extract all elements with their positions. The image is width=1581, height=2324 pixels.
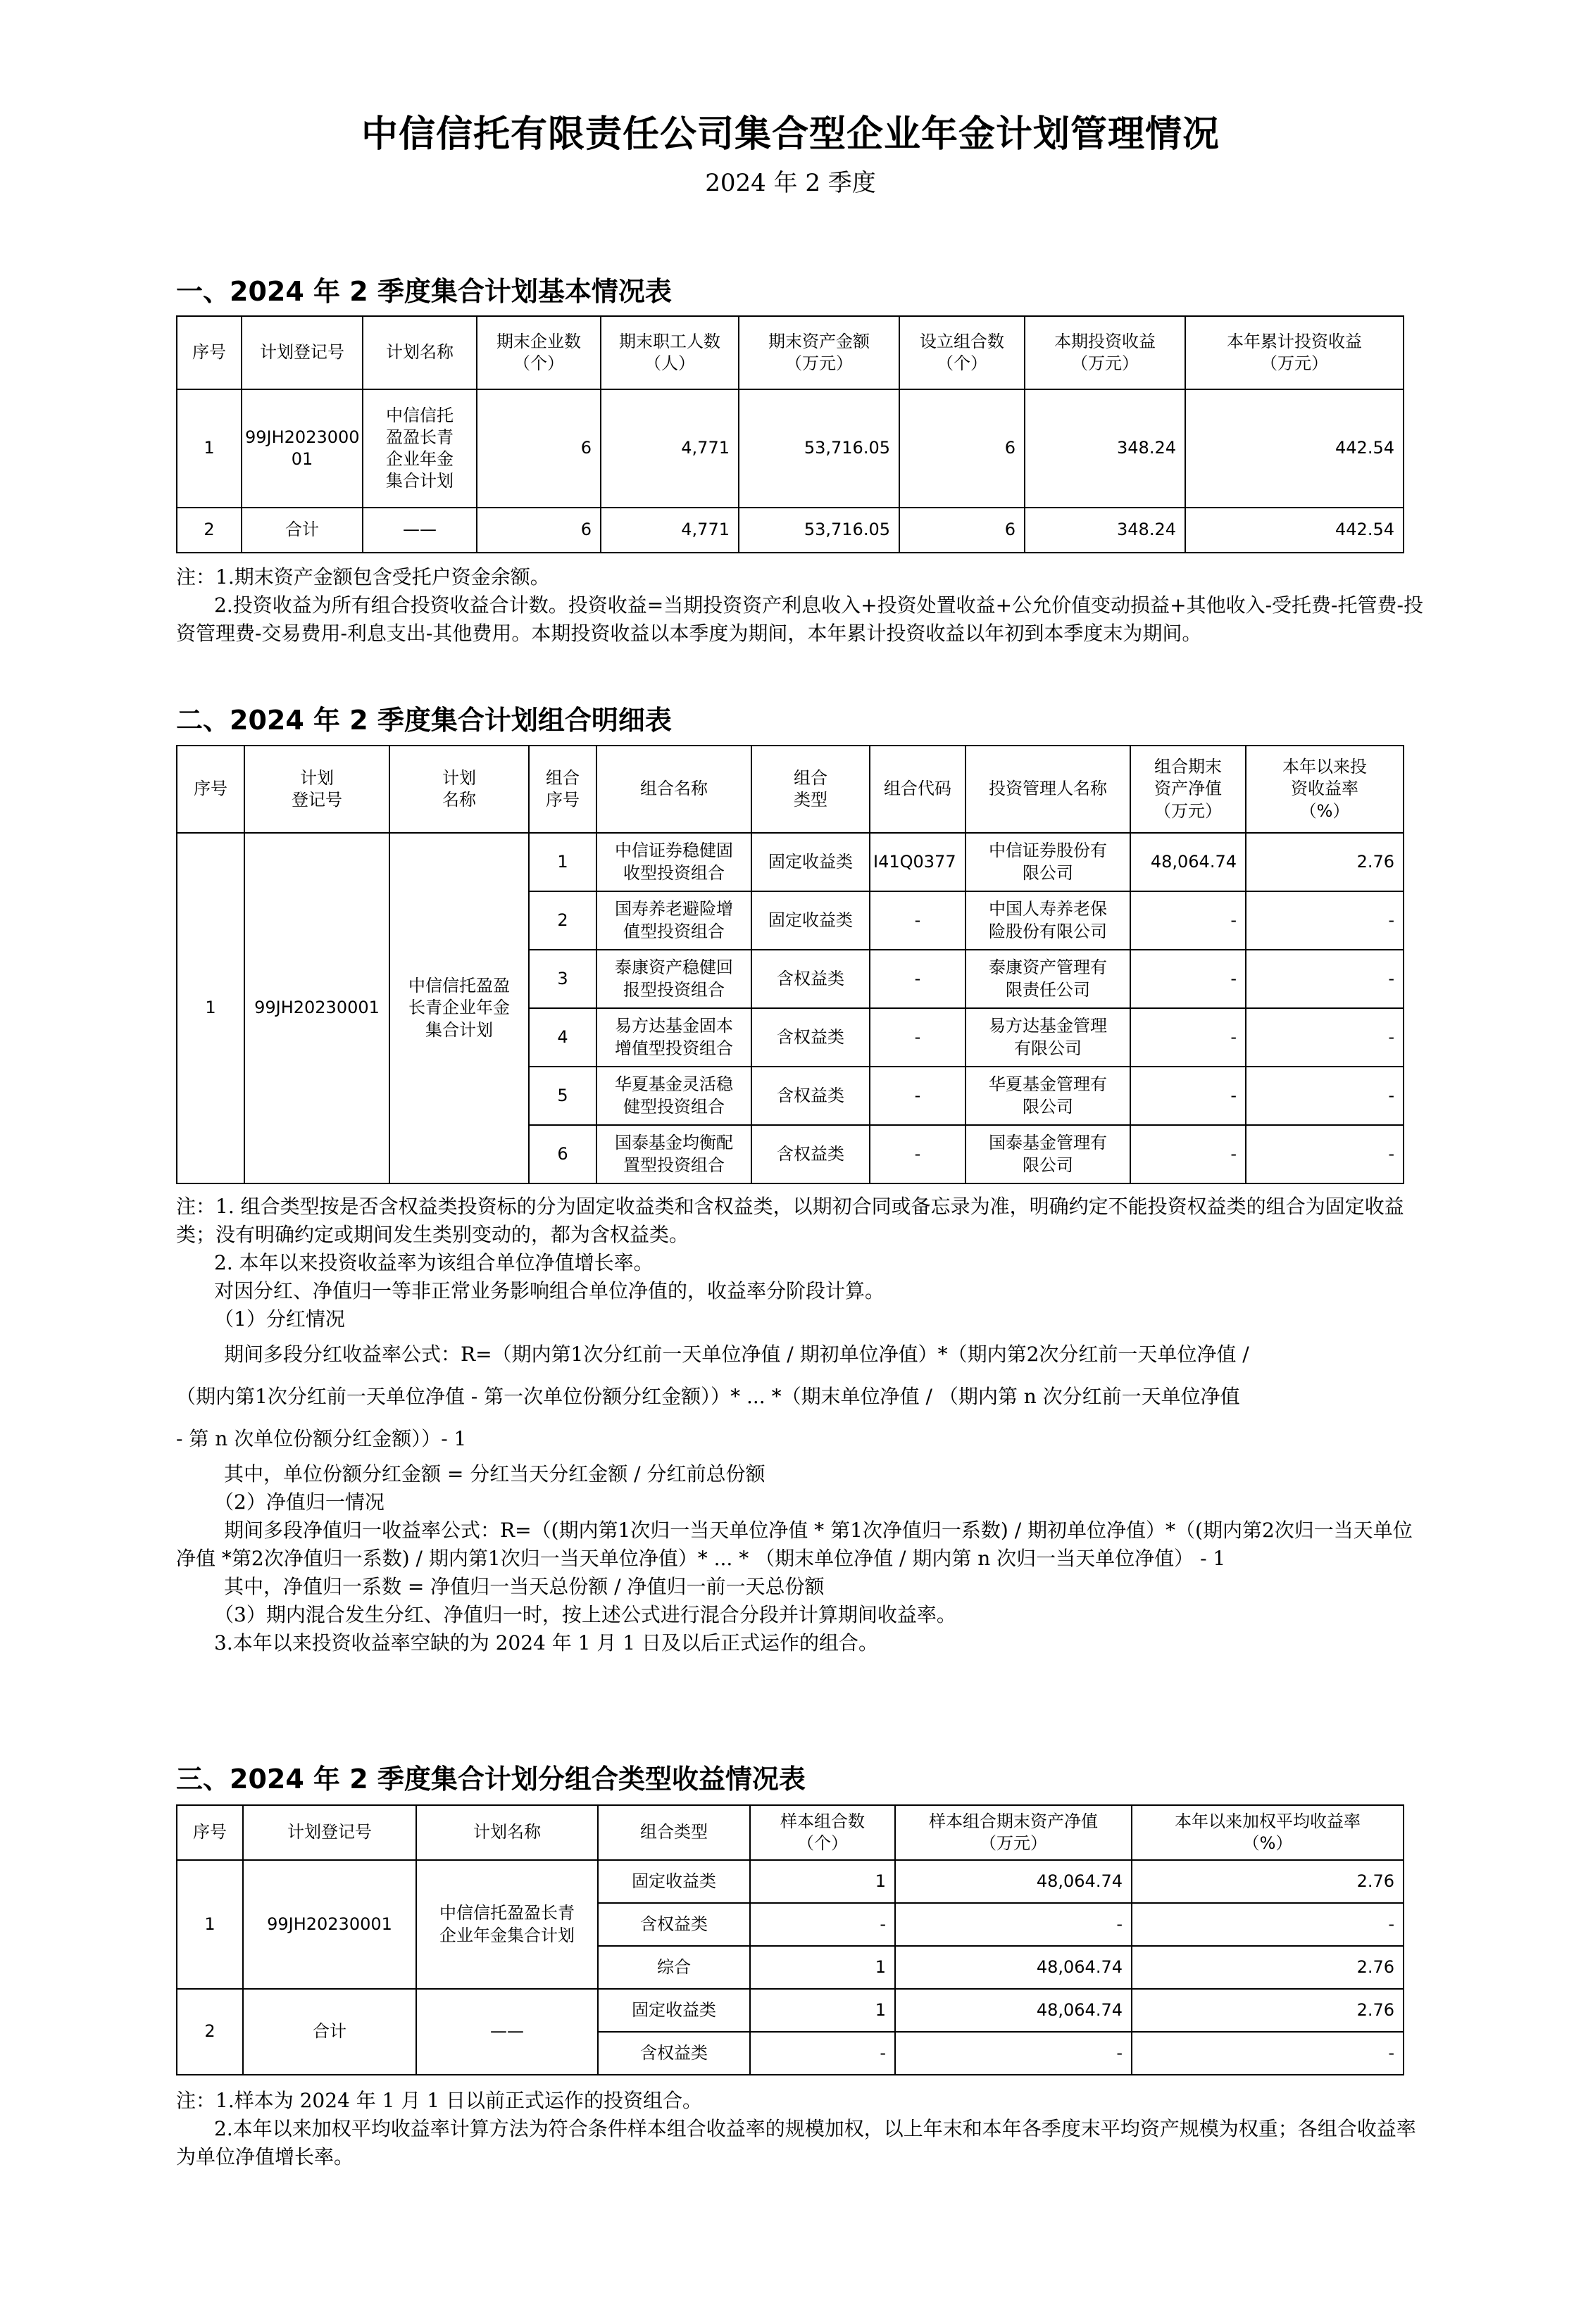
cell: 53,716.05 — [739, 508, 899, 553]
cell: 1 — [750, 1946, 895, 1989]
cell: 国泰基金管理有 限公司 — [966, 1125, 1130, 1183]
cell: 442.54 — [1185, 508, 1404, 553]
cell: - — [750, 2032, 895, 2075]
cell: 6 — [477, 508, 601, 553]
cell: 易方达基金管理 有限公司 — [966, 1008, 1130, 1067]
cell: 1 — [177, 389, 242, 508]
cell: - — [1130, 1067, 1246, 1125]
cell: 6 — [477, 389, 601, 508]
col-header: 计划 登记号 — [244, 746, 389, 833]
cell: 4,771 — [601, 508, 739, 553]
cell: - — [1130, 1125, 1246, 1183]
cell: - — [1130, 1008, 1246, 1067]
note-line: 3.本年以来投资收益率空缺的为 2024 年 1 月 1 日及以后正式运作的组合。 — [214, 1631, 879, 1654]
section1-notes — [176, 563, 1430, 648]
col-header: 本期投资收益 （万元） — [1025, 316, 1185, 389]
cell: 48,064.74 — [895, 1946, 1132, 1989]
cell: 中信信托盈盈长青 企业年金集合计划 — [416, 1860, 598, 1989]
table-header-row — [177, 316, 1404, 389]
col-header: 计划名称 — [416, 1805, 598, 1860]
cell: 泰康资产稳健回 报型投资组合 — [596, 950, 751, 1008]
cell: - — [895, 1903, 1132, 1946]
cell: I41Q0377 — [870, 833, 966, 891]
cell: 99JH2023000 01 — [242, 389, 363, 508]
cell: - — [870, 950, 966, 1008]
cell: 3 — [529, 950, 596, 1008]
note-line: 2.本年以来加权平均收益率计算方法为符合条件样本组合收益率的规模加权，以上年末和本年各季度末平均资产规模为权重；各组合收益率为单位净值增长率。 — [176, 2117, 1416, 2168]
cell: 泰康资产管理有 限责任公司 — [966, 950, 1130, 1008]
section3-heading: 三、2024 年 2 季度集合计划分组合类型收益情况表 — [176, 1764, 806, 1795]
section3-notes — [176, 2087, 1430, 2171]
cell: 含权益类 — [751, 950, 870, 1008]
table-row — [177, 508, 1404, 553]
cell: 53,716.05 — [739, 389, 899, 508]
col-header: 序号 — [177, 316, 242, 389]
col-header: 本年以来投 资收益率 （%） — [1246, 746, 1404, 833]
cell: 合计 — [242, 508, 363, 553]
cell: - — [1130, 891, 1246, 950]
cell: - — [1246, 1067, 1404, 1125]
cell: 2.76 — [1132, 1946, 1404, 1989]
note-line: 其中，净值归一系数 = 净值归一当天总份额 / 净值归一前一天总份额 — [224, 1575, 825, 1598]
col-header: 序号 — [177, 746, 244, 833]
col-header: 投资管理人名称 — [966, 746, 1130, 833]
col-header: 本年以来加权平均收益率 （%） — [1132, 1805, 1404, 1860]
cell: - — [1246, 950, 1404, 1008]
cell: 2.76 — [1132, 1860, 1404, 1903]
cell: - — [1130, 950, 1246, 1008]
cell: 48,064.74 — [895, 1860, 1132, 1903]
cell: - — [1132, 1903, 1404, 1946]
cell: 合计 — [243, 1989, 416, 2075]
col-header: 设立组合数 （个） — [899, 316, 1025, 389]
note-line: 期间多段分红收益率公式：R=（期内第1次分红前一天单位净值 / 期初单位净值）*（期内第2次分红前一天单位净值 / — [224, 1343, 1249, 1366]
note-line: 2. 本年以来投资收益率为该组合单位净值增长率。 — [214, 1251, 654, 1274]
col-header: 计划名称 — [363, 316, 477, 389]
cell: 2.76 — [1132, 1989, 1404, 2032]
col-header: 组合 类型 — [751, 746, 870, 833]
table-row — [177, 1989, 1404, 2032]
cell: 2 — [177, 1989, 243, 2075]
cell: 348.24 — [1025, 508, 1185, 553]
portfolio-detail-table — [176, 745, 1404, 1184]
document-subtitle: 2024 年 2 季度 — [705, 169, 876, 197]
cell: 1 — [529, 833, 596, 891]
table-row — [177, 389, 1404, 508]
cell: 6 — [899, 389, 1025, 508]
section2-heading: 二、2024 年 2 季度集合计划组合明细表 — [176, 705, 672, 736]
cell: 48,064.74 — [1130, 833, 1246, 891]
col-header: 组合名称 — [596, 746, 751, 833]
cell: —— — [363, 508, 477, 553]
col-header: 计划 名称 — [389, 746, 529, 833]
cell: - — [870, 891, 966, 950]
cell: 综合 — [598, 1946, 750, 1989]
cell: 含权益类 — [598, 1903, 750, 1946]
cell: 1 — [750, 1989, 895, 2032]
note-line: 对因分红、净值归一等非正常业务影响组合单位净值的，收益率分阶段计算。 — [214, 1279, 885, 1302]
cell: 1 — [177, 1860, 243, 1989]
note-line: - 第 n 次单位份额分红金额））- 1 — [176, 1427, 467, 1450]
note-line: （3）期内混合发生分红、净值归一时，按上述公式进行混合分段并计算期间收益率。 — [214, 1603, 956, 1626]
col-header: 本年累计投资收益 （万元） — [1185, 316, 1404, 389]
table-header-row — [177, 746, 1404, 833]
note-line: 注：1. 组合类型按是否含权益类投资标的分为固定收益类和含权益类，以期初合同或备忘录为准，明确约定不能投资权益类的组合为固定收益类；没有明确约定或期间发生类别变动的，都为含权益类。 — [176, 1195, 1404, 1246]
cell: - — [750, 1903, 895, 1946]
cell: 99JH20230001 — [244, 833, 389, 1183]
col-header: 样本组合数 （个） — [750, 1805, 895, 1860]
col-header: 期末职工人数 （人） — [601, 316, 739, 389]
note-line: （期内第1次分红前一天单位净值 - 第一次单位份额分红金额））* ... *（期末单位净值 / （期内第 n 次分红前一天单位净值 — [176, 1385, 1240, 1408]
cell: 442.54 — [1185, 389, 1404, 508]
col-header: 组合期末 资产净值 （万元） — [1130, 746, 1246, 833]
cell: - — [870, 1008, 966, 1067]
col-header: 计划登记号 — [242, 316, 363, 389]
cell: 华夏基金灵活稳 健型投资组合 — [596, 1067, 751, 1125]
col-header: 组合 序号 — [529, 746, 596, 833]
plan-basic-table — [176, 315, 1404, 553]
col-header: 组合代码 — [870, 746, 966, 833]
cell: 含权益类 — [598, 2032, 750, 2075]
cell: 2.76 — [1246, 833, 1404, 891]
cell: - — [1246, 1125, 1404, 1183]
note-line: 注：1.期末资产金额包含受托户资金余额。 — [176, 565, 550, 589]
cell: 固定收益类 — [751, 833, 870, 891]
cell: 华夏基金管理有 限公司 — [966, 1067, 1130, 1125]
cell: 99JH20230001 — [243, 1860, 416, 1989]
cell: - — [1246, 891, 1404, 950]
cell: 中信信托 盈盈长青 企业年金 集合计划 — [363, 389, 477, 508]
cell: 含权益类 — [751, 1008, 870, 1067]
cell: 中信信托盈盈 长青企业年金 集合计划 — [389, 833, 529, 1183]
note-line: （2）净值归一情况 — [214, 1490, 385, 1514]
cell: 348.24 — [1025, 389, 1185, 508]
cell: - — [1246, 1008, 1404, 1067]
cell: 含权益类 — [751, 1125, 870, 1183]
col-header: 样本组合期末资产净值 （万元） — [895, 1805, 1132, 1860]
cell: 48,064.74 — [895, 1989, 1132, 2032]
section2-notes — [176, 1193, 1430, 1657]
table-row — [177, 1860, 1404, 1903]
cell: 国泰基金均衡配 置型投资组合 — [596, 1125, 751, 1183]
col-header: 期末资产金额 （万元） — [739, 316, 899, 389]
portfolio-type-return-table — [176, 1804, 1404, 2075]
cell: 固定收益类 — [751, 891, 870, 950]
cell: 6 — [529, 1125, 596, 1183]
cell: 中信证券稳健固 收型投资组合 — [596, 833, 751, 891]
col-header: 计划登记号 — [243, 1805, 416, 1860]
cell: - — [870, 1067, 966, 1125]
cell: 1 — [750, 1860, 895, 1903]
table-header-row — [177, 1805, 1404, 1860]
note-line: （1）分红情况 — [214, 1307, 345, 1331]
cell: 中国人寿养老保 险股份有限公司 — [966, 891, 1130, 950]
cell: 中信证券股份有 限公司 — [966, 833, 1130, 891]
note-line: 注：1.样本为 2024 年 1 月 1 日以前正式运作的投资组合。 — [176, 2089, 703, 2112]
cell: 固定收益类 — [598, 1989, 750, 2032]
cell: 易方达基金固本 增值型投资组合 — [596, 1008, 751, 1067]
cell: 2 — [529, 891, 596, 950]
cell: 4,771 — [601, 389, 739, 508]
cell: 国寿养老避险增 值型投资组合 — [596, 891, 751, 950]
cell: - — [870, 1125, 966, 1183]
cell: 1 — [177, 833, 244, 1183]
document-title: 中信信托有限责任公司集合型企业年金计划管理情况 — [361, 113, 1220, 156]
note-line: 其中，单位份额分红金额 = 分红当天分红金额 / 分红前总份额 — [224, 1462, 765, 1486]
cell: - — [895, 2032, 1132, 2075]
cell: 含权益类 — [751, 1067, 870, 1125]
cell: 5 — [529, 1067, 596, 1125]
table-row — [177, 833, 1404, 891]
section1-heading: 一、2024 年 2 季度集合计划基本情况表 — [176, 276, 672, 307]
cell: - — [1132, 2032, 1404, 2075]
note-line: 2.投资收益为所有组合投资收益合计数。投资收益=当期投资资产利息收入+投资处置收益+公允价值变动损益+其他收入-受托费-托管费-投资管理费-交易费用-利息支出-其他费用。本期投资收益以本季度为期间，本年累计投资收益以年初到本季度末为期间。 — [176, 593, 1423, 645]
col-header: 组合类型 — [598, 1805, 750, 1860]
col-header: 期末企业数 （个） — [477, 316, 601, 389]
cell: 6 — [899, 508, 1025, 553]
note-line: 期间多段净值归一收益率公式：R=（(期内第1次归一当天单位净值 * 第1次净值归一系数) / 期初单位净值）*（(期内第2次归一当天单位净值 *第2次净值归一系数) / 期内第1次归一当天单位净值）* ... * （期末单位净值 / 期内第 n 次归一当天单位净值） - 1 — [176, 1519, 1413, 1570]
cell: 4 — [529, 1008, 596, 1067]
cell: 2 — [177, 508, 242, 553]
cell: —— — [416, 1989, 598, 2075]
cell: 固定收益类 — [598, 1860, 750, 1903]
col-header: 序号 — [177, 1805, 243, 1860]
